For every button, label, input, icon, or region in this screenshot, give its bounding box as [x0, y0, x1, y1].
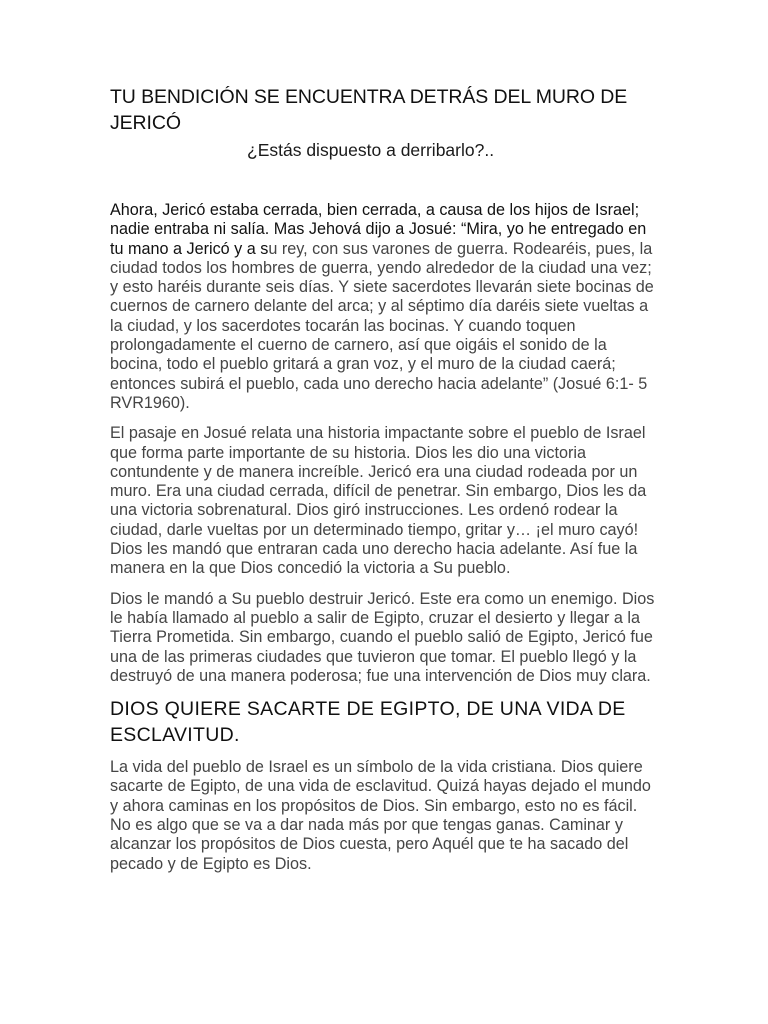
section-heading: DIOS QUIERE SACARTE DE EGIPTO, DE UNA VIDA DE ESCLAVITUD. — [110, 698, 626, 747]
paragraph-christian-life: La vida del pueblo de Israel es un símbolo de la vida cristiana. Dios quiere sacarte de Egipto, de una vida de esclavitud. Quizá hayas dejado el mundo y ahora caminas en los propósitos de Dios. Sin embargo, esto no es fácil. No es algo que se va a dar nada más por que tengas ganas. Caminar y alcanzar los propósitos de Dios cuesta, pero Aquél que te ha sacado del pecado y de Egipto es Dios. — [110, 758, 651, 873]
document-subtitle: ¿Estás dispuesto a derribarlo?.. — [247, 140, 495, 160]
paragraph-scripture-quote — [110, 201, 660, 413]
paragraph-passage-summary: El pasaje en Josué relata una historia impactante sobre el pueblo de Israel que forma parte importante de su historia. Dios les dio una victoria contundente y de manera increíble. Jericó era una ciudad rodeada por un muro. Era una ciudad cerrada, difícil de penetrar. Sin embargo, Dios les da una victoria sobrenatural. Dios giró instrucciones. Les ordenó rodear la ciudad, darle vueltas por un determinado tiempo, gritar y… ¡el muro cayó! Dios les mandó que entraran cada uno derecho hacia adelante. Así fue la manera en la que Dios concedió la victoria a Su pueblo. — [110, 424, 647, 578]
paragraph-destroy-jericho: Dios le mandó a Su pueblo destruir Jericó. Este era como un enemigo. Dios le había llamado al pueblo a salir de Egipto, cruzar el desierto y llegar a la Tierra Prometida. Sin embargo, cuando el pueblo salió de Egipto, Jericó fue una de las primeras ciudades que tuvieron que tomar. El pueblo llegó y la destruyó de una manera poderosa; fue una intervención de Dios muy clara. — [110, 589, 655, 685]
document-page — [110, 84, 660, 874]
document-title: TU BENDICIÓN SE ENCUENTRA DETRÁS DEL MURO DE JERICÓ — [110, 86, 628, 134]
paragraph-scripture-quote-rest: u rey, con sus varones de guerra. Rodearéis, pues, la ciudad todos los hombres de guerra, yendo alrededor de la ciudad una vez; y esto haréis durante seis días. Y siete sacerdotes llevarán siete bocinas de cuernos de carnero delante del arca; y al séptimo día daréis siete vueltas a la ciudad, y los sacerdotes tocarán las bocinas. Y cuando toquen prolongadamente el cuerno de carnero, así que oigáis el sonido de la bocina, todo el pueblo gritará a gran voz, y el muro de la ciudad caerá; entonces subirá el pueblo, cada uno derecho hacia adelante” (Josué 6:1- 5 RVR1960). — [110, 239, 654, 412]
paragraph-scripture-quote-dark: Ahora, Jericó estaba cerrada, bien cerrada, a causa de los hijos de Israel; nadie entraba ni salía. Mas Jehová dijo a Josué: “Mira, yo he entregado en tu mano a Jericó y a s — [110, 201, 647, 258]
